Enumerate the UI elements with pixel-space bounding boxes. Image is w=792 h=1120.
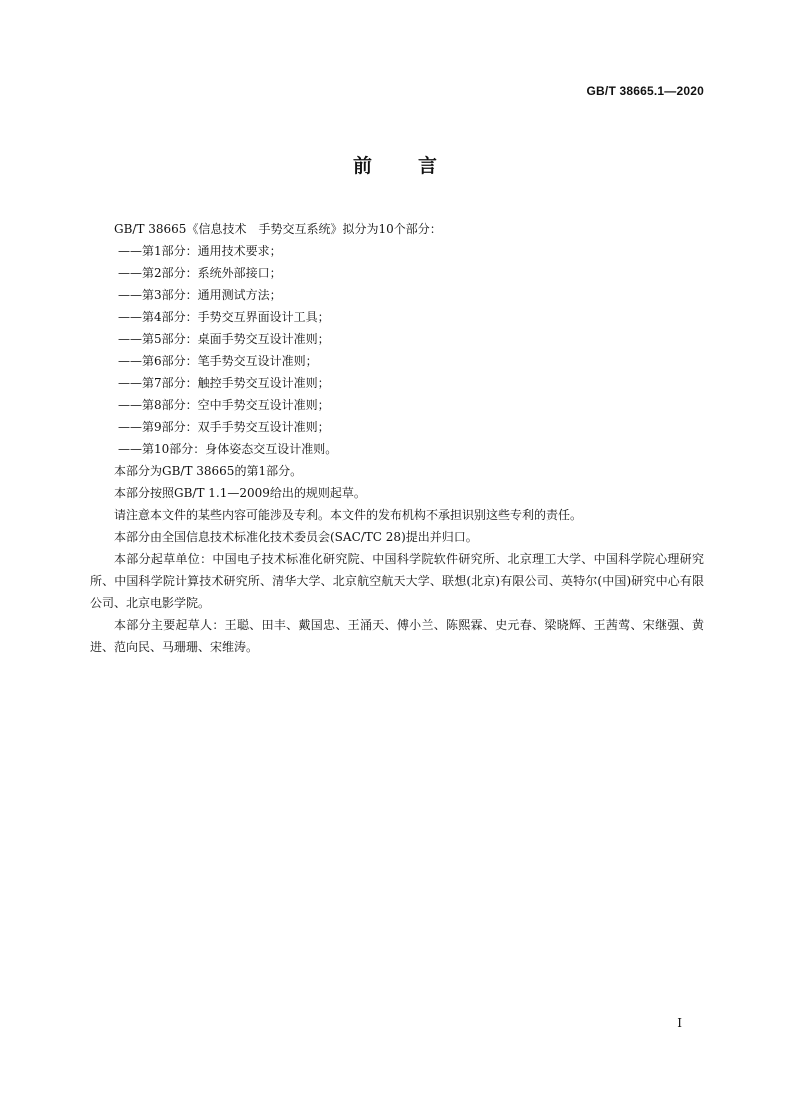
title-char-1: 前 [352,155,374,177]
part-list-item: ——第3部分：通用测试方法； [118,288,282,302]
title-char-2: 言 [418,155,440,177]
part-list-item: ——第1部分：通用技术要求； [118,244,282,258]
page-number: I [677,1016,682,1030]
proposing-committee-statement: 本部分由全国信息技术标准化技术委员会(SAC/TC 28)提出并归口。 [114,530,478,544]
document-code: GB/T 38665.1—2020 [586,84,704,98]
part-list-item: ——第8部分：空中手势交互设计准则； [118,398,330,412]
part-list-item: ——第5部分：桌面手势交互设计准则； [118,332,330,346]
drafting-organizations: 本部分起草单位：中国电子技术标准化研究院、中国科学院软件研究所、北京理工大学、中国科学院心理研究所、中国科学院计算技术研究所、清华大学、北京航空航天大学、联想(北京)有限公司、英特尔(中国)研究中心有限公司、北京电影学院。 [90,552,704,610]
part-list-item: ——第7部分：触控手势交互设计准则； [118,376,330,390]
preface-body [90,218,704,658]
page-title [0,151,792,178]
part-list-item: ——第9部分：双手手势交互设计准则； [118,420,330,434]
patent-notice: 请注意本文件的某些内容可能涉及专利。本文件的发布机构不承担识别这些专利的责任。 [114,508,583,522]
part-list-item: ——第10部分：身体姿态交互设计准则。 [118,442,338,456]
part-list-item: ——第4部分：手势交互界面设计工具； [118,310,330,324]
part-list-item: ——第6部分：笔手势交互设计准则； [118,354,318,368]
principal-drafters: 本部分主要起草人：王聪、田丰、戴国忠、王涌天、傅小兰、陈熙霖、史元春、梁晓辉、王茜莺、宋继强、黄进、范向民、马珊珊、宋维涛。 [90,618,704,654]
part-number-statement: 本部分为GB/T 38665的第1部分。 [114,464,303,478]
part-list-item: ——第2部分：系统外部接口； [118,266,282,280]
drafting-rules-statement: 本部分按照GB/T 1.1—2009给出的规则起草。 [114,486,366,500]
intro-paragraph: GB/T 38665《信息技术 手势交互系统》拟分为10个部分： [114,222,442,236]
